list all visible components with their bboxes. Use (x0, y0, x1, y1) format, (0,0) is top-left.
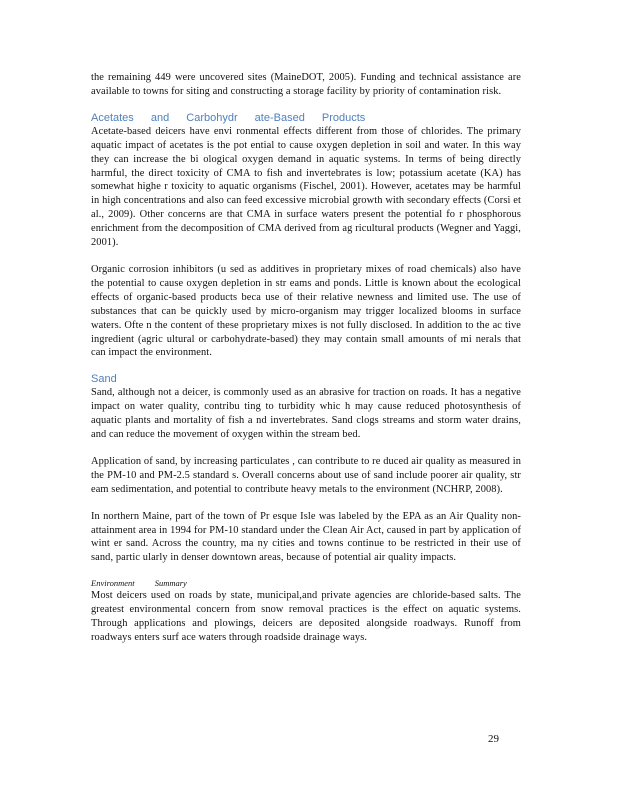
section-heading-sand: Sand (91, 373, 117, 386)
sand-paragraph-3: In northern Maine, part of the town of Pr esque Isle was labeled by the EPA as an Air Quality non-attainment area in 1994 for PM-10 standard under the Clean Air Act, caused in part by application of wint er sand. Across the country, ma ny cities and towns continue to be restricted in their use of sand, partic ularly in denser downtown areas, because of potential air quality impacts. (91, 510, 521, 564)
page-body (91, 71, 521, 645)
page-number: 29 (488, 733, 499, 745)
intro-paragraph: the remaining 449 were uncovered sites (MaineDOT, 2005). Funding and technical assistance are available to towns for siting and constructing a storage facility by priority of contamination risk. (91, 72, 521, 97)
sand-paragraph-1: Sand, although not a deicer, is commonly used as an abrasive for traction on roads. It has a negative impact on water quality, contribu ting to turbidity whic h may cause reduced photosynthesis of aquatic plants and mortality of fish a nd invertebrates. Sand clogs streams and storm water drains, and can reduce the movement of oxygen within the stream bed. (91, 387, 521, 441)
acetates-paragraph-2: Organic corrosion inhibitors (u sed as additives in proprietary mixes of road chemicals) also have the potential to cause oxygen depletion in str eams and ponds. Little is known about the ecological effects of organic-based products beca use of their relative newness and limited use. The use of substances that can be quickly used by micro-organism may trigger localized blooms in surface waters. Ofte n the content of these proprietary mixes is not fully disclosed. In addition to the ac tive ingredient (agric ultural or carbohydrate-based) they may contain small amounts of mi nerals that can impact the environment. (91, 263, 521, 359)
section-heading-environment-summary: Environment Summary (91, 578, 187, 589)
summary-paragraph-1: Most deicers used on roads by state, municipal,and private agencies are chloride-based salts. The greatest environmental concern from snow removal practices is the effect on aquatic systems. Through applications and plowings, deicers are deposited alongside roadways. Runoff from roadways enters surf ace waters through roadside drainage ways. (91, 590, 521, 643)
section-heading-acetates: Acetates and Carbohydr ate-Based Products (91, 111, 366, 124)
acetates-paragraph-1: Acetate-based deicers have envi ronmental effects different from those of chlorides. The primary aquatic impact of acetates is the pot ential to cause oxygen depletion in soil and water. In this way they can increase the bi ological oxygen demand in aquatic systems. In terms of being directly harmful, the direct toxicity of CMA to fish and invertebrates is low; potassium acetate (KA) has somewhat highe r toxicity to aquatic organisms (Fischel, 2001). However, acetates may be harmful in high concentrations and also can feed excessive microbial growth with secondary effects (Corsi et al., 2009). Other concerns are that CMA in surface waters present the potential fo r phosphorous enrichment from the decomposition of CMA derived from ag ricultural products (Wegner and Yaggi, 2001). (91, 125, 521, 249)
sand-paragraph-2: Application of sand, by increasing particulates , can contribute to re duced air quality as measured in the PM-10 and PM-2.5 standard s. Overall concerns about use of sand include poorer air quality, str eam sedimentation, and potential to contribute heavy metals to the environment (NCHRP, 2008). (91, 455, 521, 495)
